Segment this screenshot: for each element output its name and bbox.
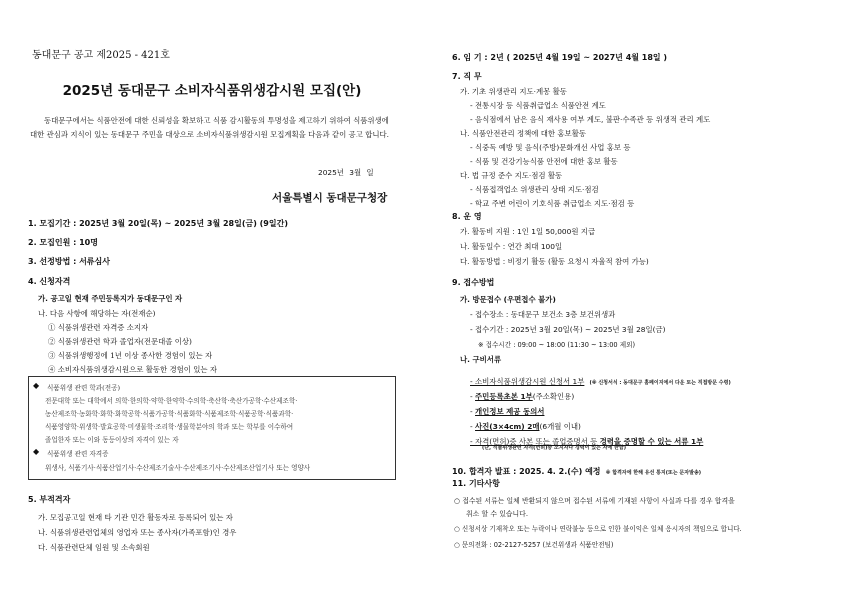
page-title: 2025년 동대문구 소비자식품위생감시원 모집(안) (62, 83, 362, 99)
etc-contact: ○ 문의전화 : 02-2127-5257 (보건위생과 식품안전팀) (454, 541, 614, 549)
section-selection-method: 3. 선정방법 : 서류심사 (28, 257, 110, 266)
duty-line: - 식중독 예방 및 음식(주방)문화개선 사업 홍보 등 (470, 143, 631, 152)
duty-line: - 전통시장 등 식품취급업소 식품안전 계도 (470, 101, 606, 110)
qual-dept-line: 식품영양학·위생학·발효공학·미생물학·조리학·생물학분야의 학과 또는 학부를 이수하여 (45, 423, 294, 431)
qual-cert-line: 위생사, 식품기사·식품산업기사·수산제조기술사·수산제조기사·수산제조산업기사 또는 영양사 (45, 464, 311, 472)
application-period: - 접수기간 : 2025년 3월 20일(목) ~ 2025년 3월 28일(금) (470, 325, 666, 334)
doc-resident-abstract: - 주민등록초본 1부(주소확인용) (470, 392, 575, 401)
eligibility-item: ③ 식품위생행정에 1년 이상 종사한 경험이 있는 자 (48, 351, 213, 360)
duty-line: 다. 법 규정 준수 지도·점검 활동 (460, 171, 563, 180)
section-ineligible-heading: 5. 부적격자 (28, 495, 71, 504)
eligibility-item: ① 식품위생관련 자격증 소지자 (48, 323, 149, 332)
qual-dept-line: 농산제조학·농화학·화학·화학공학·식품가공학·식품화학·식품제조학·식품공학·식품과학· (45, 410, 294, 418)
issuer-name: 서울특별시 동대문구청장 (272, 192, 388, 204)
ineligible-item: 나. 식품위생관련업체의 영업자 또는 종사자(가족포함)인 경우 (38, 528, 237, 537)
qual-cert-title: 식품위생 관련 자격증 (47, 450, 109, 458)
notice-number: 동대문구 공고 제2025 - 421호 (32, 50, 170, 61)
section-application-heading: 9. 접수방법 (452, 278, 495, 287)
operation-line: 나. 활동일수 : 연간 최대 100일 (460, 242, 563, 251)
duty-line: 가. 기초 위생관리 지도·계몽 활동 (460, 87, 567, 96)
application-place: - 접수장소 : 동대문구 보건소 3층 보건위생과 (470, 310, 616, 319)
operation-line: 가. 활동비 지원 : 1인 1일 50,000원 지급 (460, 227, 596, 236)
qualification-box (28, 376, 396, 480)
application-visit: 가. 방문접수 (우편접수 불가) (460, 295, 556, 304)
section-recruit-period: 1. 모집기간 : 2025년 3월 20일(목) ~ 2025년 3월 28일(금) (9일간) (28, 219, 288, 228)
section-duties-heading: 7. 직 무 (452, 72, 482, 81)
operation-line: 다. 활동방법 : 비정기 활동 (활동 요청시 자율적 참여 가능) (460, 257, 649, 266)
duty-line: - 식품접객업소 위생관리 상태 지도·점검 (470, 185, 599, 194)
etc-line: ○ 신청서상 기재착오 또는 누락이나 연락불능 등으로 인한 불이익은 일체 응시자의 책임으로 합니다. (454, 525, 742, 533)
section-announcement: 10. 합격자 발표 : 2025. 4. 2.(수) 예정 ※ 합격자에 한해 유선 통지(또는 문자발송) (452, 467, 702, 476)
required-docs-heading: 나. 구비서류 (460, 355, 502, 364)
intro-paragraph: 동대문구에서는 식품안전에 대한 신뢰성을 확보하고 식품 감시활동의 투명성을 제고하기 위하여 식품위생에 대한 관심과 지식이 있는 동대문구 주민을 대상으로 소비자식품위생감시원 모집계획을 다음과 같이 공고 합니다. (30, 116, 389, 140)
section-recruit-count: 2. 모집인원 : 10명 (28, 238, 98, 247)
qual-dept-line: 전문대학 또는 대학에서 의학·한의학·약학·한약학·수의학·축산학·축산가공학·수산제조학· (45, 397, 298, 405)
eligibility-item: ② 식품위생관련 학과 졸업자(전문대졸 이상) (48, 337, 192, 346)
diamond-icon: ◆ (33, 381, 40, 390)
doc-certificate-note: (단, 식품위생관련 자격(면허)증 소지자나 경력이 있는 자에 한함) (482, 445, 626, 451)
doc-application-form: - 소비자식품위생감시원 신청서 1부 (※ 신청서식 : 동대문구 홈페이지에서 다운 또는 직접방문 수령) (470, 377, 731, 386)
etc-line: 취소 할 수 있습니다. (466, 510, 529, 518)
duty-line: 나. 식품안전관리 정책에 대한 홍보활동 (460, 129, 586, 138)
section-operation-heading: 8. 운 영 (452, 212, 482, 221)
doc-privacy-consent: - 개인정보 제공 동의서 (470, 407, 545, 416)
doc-photo: - 사진(3×4cm) 2매(6개월 이내) (470, 422, 581, 431)
ineligible-item: 다. 식품관련단체 임원 및 소속회원 (38, 543, 150, 552)
ineligible-item: 가. 모집공고일 현재 타 기관 민간 활동자로 등록되어 있는 자 (38, 513, 233, 522)
eligibility-item: ④ 소비자식품위생감시원으로 활동한 경험이 있는 자 (48, 365, 218, 374)
eligibility-conditions: 나. 다음 사항에 해당하는 자(전재순) (38, 309, 156, 318)
diamond-icon: ◆ (33, 447, 40, 456)
section-etc-heading: 11. 기타사항 (452, 479, 500, 488)
section-eligibility-heading: 4. 신청자격 (28, 277, 71, 286)
qual-dept-title: 식품위생 관련 학과(전공) (47, 384, 121, 392)
duty-line: - 학교 주변 어린이 기호식품 취급업소 지도·점검 등 (470, 199, 635, 208)
doc-certificate: - 자격(면허)증 사본 또는 졸업증명서 등 경력을 증명할 수 있는 서류 1부 (470, 437, 704, 446)
duty-line: - 식품 및 건강기능식품 안전에 대한 홍보 활동 (470, 157, 618, 166)
etc-line: ○ 접수된 서류는 일체 반환되지 않으며 접수된 서류에 기재된 사항이 사실과 다를 경우 합격을 (454, 497, 735, 505)
notice-date: 2025년 3월 일 (318, 168, 374, 177)
section-term: 6. 임 기 : 2년 ( 2025년 4월 19일 ~ 2027년 4월 18일 ) (452, 53, 668, 62)
application-time: ※ 접수시간 : 09:00 ~ 18:00 (11:30 ~ 13:00 제외) (478, 341, 636, 349)
duty-line: - 음식점에서 남은 음식 재사용 여부 계도, 불판·수족관 등 위생적 관리 계도 (470, 115, 711, 124)
eligibility-residence: 가. 공고일 현재 주민등록지가 동대문구인 자 (38, 294, 183, 303)
qual-dept-line: 졸업한자 또는 이와 동등이상의 자격이 있는 자 (45, 436, 179, 444)
